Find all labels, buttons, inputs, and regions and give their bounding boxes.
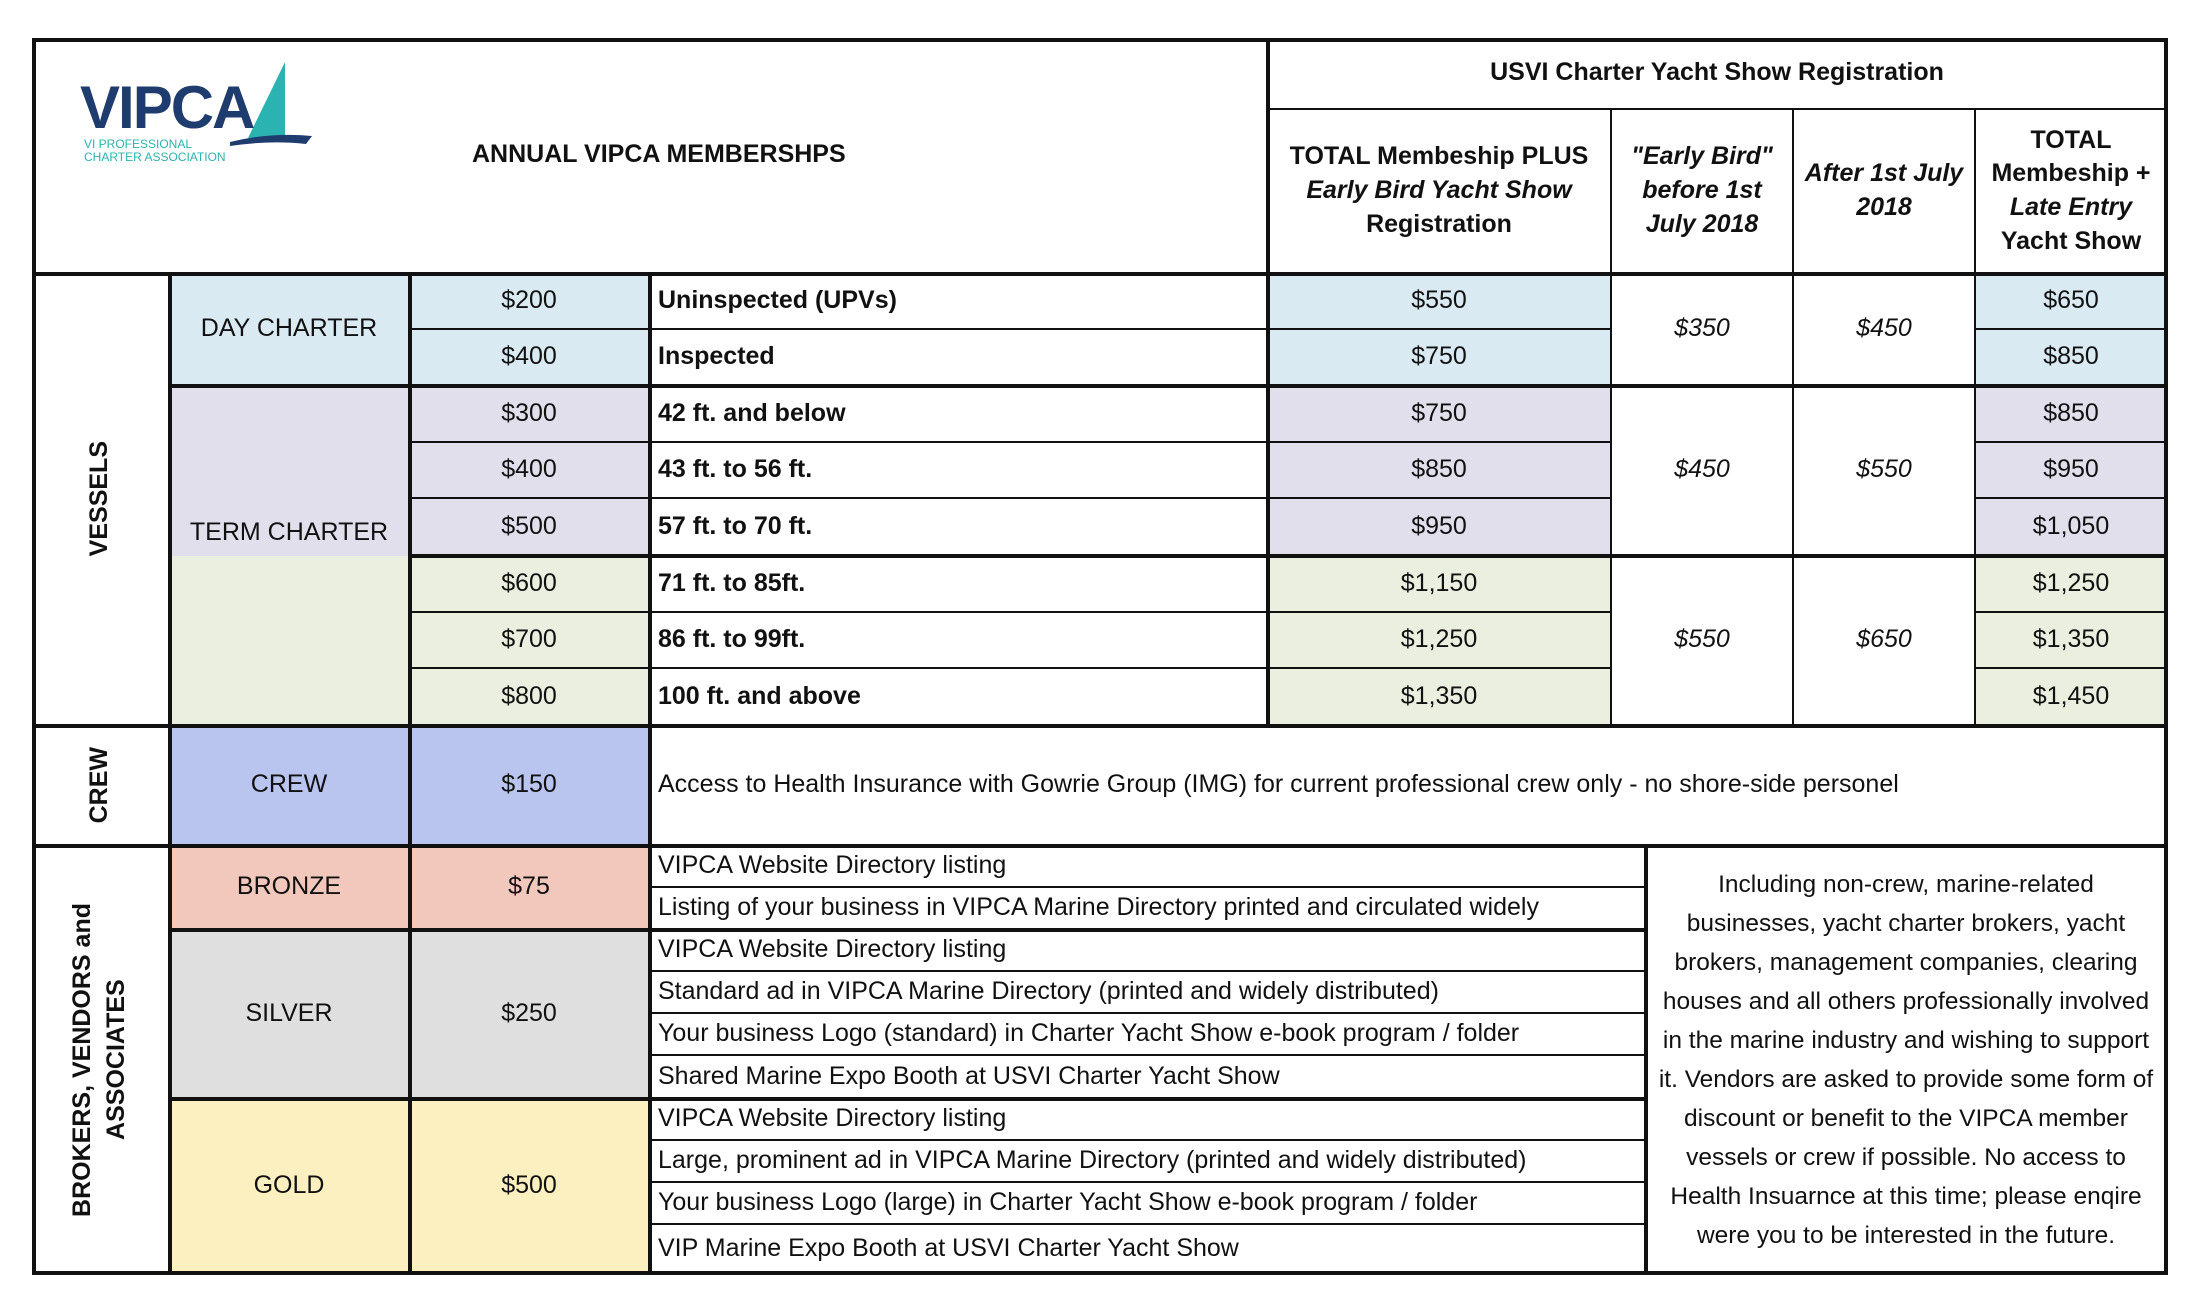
- tier-item: VIPCA Website Directory listing: [650, 846, 1646, 888]
- tier-item: Shared Marine Expo Booth at USVI Charter Yacht Show: [650, 1056, 1646, 1099]
- vessel-price: $400: [410, 330, 650, 386]
- header-left: [32, 38, 1268, 274]
- col-after-header: [1794, 110, 1976, 274]
- show-fee-after: $450: [1794, 274, 1976, 386]
- section-brokers-l2: ASSOCIATES: [102, 979, 130, 1140]
- note-line: discount or benefit to the VIPCA member: [1684, 1104, 2128, 1132]
- rule: [408, 274, 412, 1275]
- vessel-total-early: $750: [1268, 386, 1612, 443]
- section-brokers-l1: BROKERS, VENDORS and: [68, 902, 97, 1217]
- crew-price: $150: [410, 726, 650, 846]
- tier-gold-label: GOLD: [170, 1099, 410, 1275]
- vessel-desc: 43 ft. to 56 ft.: [650, 443, 1268, 499]
- col-total-late-header: [1976, 110, 2168, 274]
- col-total-early-l2: Early Bird Yacht Show: [1306, 176, 1572, 205]
- vessel-total-late: $1,350: [1976, 613, 2168, 669]
- rule: [170, 928, 1646, 932]
- tier-bronze-label: BRONZE: [170, 846, 410, 930]
- rule: [168, 274, 172, 1275]
- vessel-price: $200: [410, 274, 650, 330]
- note-line: houses and all others professionally involved: [1662, 987, 2150, 1015]
- term-charter-lower: [170, 556, 410, 726]
- col-total-late-l3: Late Entry: [2009, 193, 2133, 221]
- col-early-bird-l3: July 2018: [1645, 209, 1759, 238]
- vessel-total-late: $650: [1976, 274, 2168, 330]
- vessel-price: $800: [410, 669, 650, 726]
- section-vessels: [32, 274, 170, 726]
- rule: [170, 1097, 1646, 1101]
- membership-table: [32, 38, 2168, 1275]
- logo-wordmark: VIPCA: [80, 74, 254, 141]
- vipca-logo: [80, 56, 330, 166]
- note-line: brokers, management companies, clearing: [1674, 948, 2138, 976]
- rule: [32, 844, 2168, 848]
- tier-silver-price: $250: [410, 930, 650, 1099]
- vessel-desc: 100 ft. and above: [650, 669, 1268, 726]
- col-early-bird-header: [1612, 110, 1794, 274]
- tier-item: VIP Marine Expo Booth at USVI Charter Yacht Show: [650, 1225, 1646, 1275]
- note-line: Including non-crew, marine-related: [1718, 870, 2094, 898]
- vessel-total-late: $950: [1976, 443, 2168, 499]
- associates-note: [1646, 846, 2168, 1275]
- col-total-early-l1: TOTAL Membeship PLUS: [1289, 142, 1589, 171]
- vessel-total-late: $1,250: [1976, 556, 2168, 613]
- vessel-price: $500: [410, 499, 650, 556]
- tier-item: Large, prominent ad in VIPCA Marine Directory (printed and widely distributed): [650, 1141, 1646, 1183]
- vessel-total-late: $1,450: [1976, 669, 2168, 726]
- vessel-desc: 86 ft. to 99ft.: [650, 613, 1268, 669]
- note-line: were you to be interested in the future.: [1696, 1221, 2116, 1249]
- term-charter-label: TERM CHARTER: [189, 518, 389, 547]
- note-line: in the marine industry and wishing to support: [1662, 1026, 2150, 1054]
- logo-tagline-2: CHARTER ASSOCIATION: [84, 150, 226, 164]
- note-line: businesses, yacht charter brokers, yacht: [1686, 909, 2126, 937]
- show-fee-after: $650: [1794, 556, 1976, 726]
- show-fee-early: $450: [1612, 386, 1794, 556]
- vessel-desc: Inspected: [650, 330, 1268, 386]
- vessel-total-late: $850: [1976, 330, 2168, 386]
- vessel-desc: Uninspected (UPVs): [650, 274, 1268, 330]
- rule: [32, 724, 2168, 728]
- col-early-bird-l1: "Early Bird": [1631, 142, 1773, 171]
- col-total-early-header: [1268, 110, 1612, 274]
- rule: [1266, 38, 1270, 726]
- tier-item: Listing of your business in VIPCA Marine Directory printed and circulated widely: [650, 888, 1646, 930]
- vessel-total-early: $550: [1268, 274, 1612, 330]
- col-total-late-l4: Yacht Show: [2000, 226, 2142, 255]
- col-after-l2: 2018: [1856, 193, 1912, 221]
- show-fee-early: $350: [1612, 274, 1794, 386]
- vessel-total-early: $1,250: [1268, 613, 1612, 669]
- tier-item: Your business Logo (standard) in Charter Yacht Show e-book program / folder: [650, 1014, 1646, 1056]
- memberships-title: ANNUAL VIPCA MEMBERSHPS: [472, 140, 846, 168]
- vessel-price: $700: [410, 613, 650, 669]
- tier-item: VIPCA Website Directory listing: [650, 1099, 1646, 1141]
- tier-gold-price: $500: [410, 1099, 650, 1275]
- crew-desc: Access to Health Insurance with Gowrie Group (IMG) for current professional crew only - no shore-side personel: [650, 726, 2168, 846]
- vessel-desc: 71 ft. to 85ft.: [650, 556, 1268, 613]
- vessel-total-early: $1,350: [1268, 669, 1612, 726]
- vessel-total-early: $850: [1268, 443, 1612, 499]
- vessel-total-early: $1,150: [1268, 556, 1612, 613]
- vessel-price: $400: [410, 443, 650, 499]
- vessel-price: $600: [410, 556, 650, 613]
- logo-tagline-1: VI PROFESSIONAL: [84, 137, 193, 151]
- show-fee-early: $550: [1612, 556, 1794, 726]
- rule: [410, 554, 2168, 558]
- section-brokers-label: [66, 903, 134, 1217]
- col-total-late-l1: TOTAL: [2030, 125, 2112, 154]
- day-charter-label: DAY CHARTER: [170, 274, 410, 386]
- note-line: vessels or crew if possible. No access to: [1686, 1143, 2126, 1171]
- section-vessels-label: VESSELS: [85, 441, 114, 557]
- col-total-early-l3: Registration: [1366, 209, 1512, 238]
- section-crew-label: CREW: [85, 746, 114, 824]
- tier-item: Standard ad in VIPCA Marine Directory (printed and widely distributed): [650, 972, 1646, 1014]
- vessel-desc: 57 ft. to 70 ft.: [650, 499, 1268, 556]
- vessel-total-early: $750: [1268, 330, 1612, 386]
- rule: [170, 384, 2168, 388]
- vessel-desc: 42 ft. and below: [650, 386, 1268, 443]
- col-early-bird-l2: before 1st: [1642, 176, 1762, 205]
- vessel-total-early: $950: [1268, 499, 1612, 556]
- rule: [32, 272, 2168, 276]
- show-title: USVI Charter Yacht Show Registration: [1268, 38, 2168, 110]
- section-crew: [32, 726, 170, 846]
- tier-silver-label: SILVER: [170, 930, 410, 1099]
- tier-item: Your business Logo (large) in Charter Yacht Show e-book program / folder: [650, 1183, 1646, 1225]
- note-line: it. Vendors are asked to provide some form of: [1658, 1065, 2154, 1093]
- term-charter-label-upper: [170, 386, 410, 556]
- vessel-total-late: $1,050: [1976, 499, 2168, 556]
- note-line: Health Insuarnce at this time; please enqire: [1670, 1182, 2142, 1210]
- tier-bronze-price: $75: [410, 846, 650, 930]
- vessel-total-late: $850: [1976, 386, 2168, 443]
- tier-item: VIPCA Website Directory listing: [650, 930, 1646, 972]
- section-brokers: [32, 846, 170, 1275]
- rule: [648, 274, 652, 1275]
- rule: [1644, 846, 1648, 1275]
- col-after-l1: After 1st July: [1804, 159, 1964, 188]
- col-total-late-l2: Membeship +: [1991, 159, 2151, 188]
- show-fee-after: $550: [1794, 386, 1976, 556]
- crew-label: CREW: [170, 726, 410, 846]
- vessel-price: $300: [410, 386, 650, 443]
